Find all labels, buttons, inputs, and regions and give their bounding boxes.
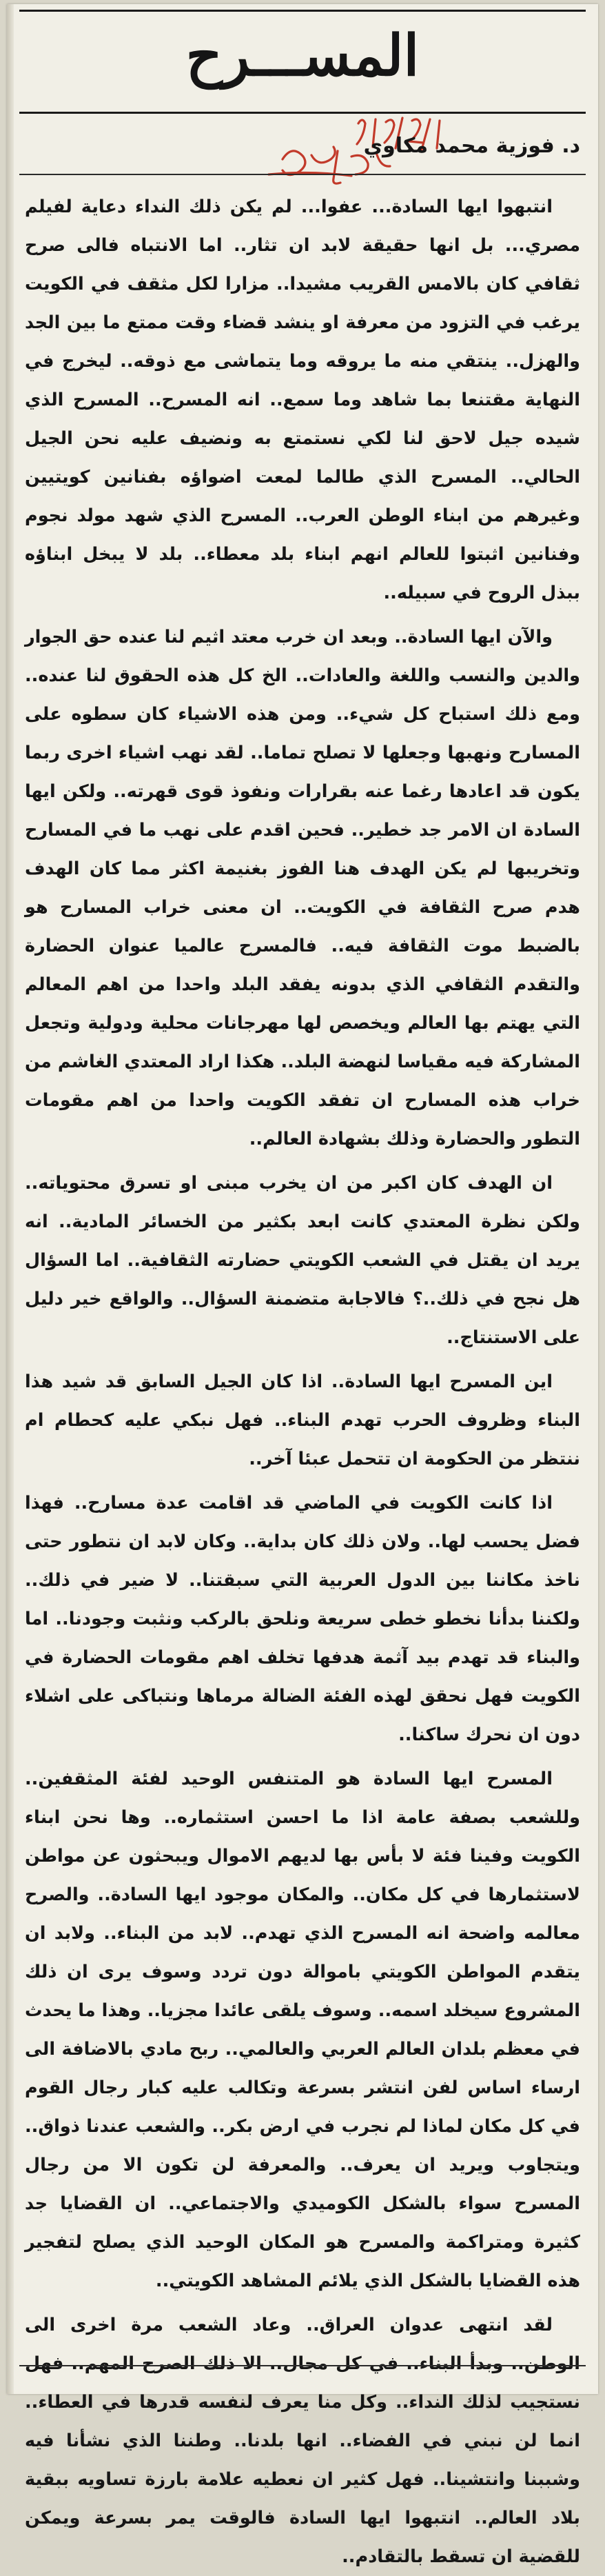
article-paragraph: اين المسرح ايها السادة.. اذا كان الجيل السابق قد شيد هذا البناء وظروف الحرب تهدم البناء.. فهل نبكي عليه كحطام ام ننتظر من الحكومة ان تتحمل عبئا آخر.. — [25, 1371, 580, 1469]
article-body — [25, 188, 580, 2567]
newspaper-clipping — [7, 4, 598, 2567]
clipping-edge-shadow — [7, 4, 14, 2394]
author-byline: د. فوزية محمد مكاوي — [363, 134, 580, 158]
byline-rule — [19, 174, 586, 175]
article-paragraph: انتبهوا ايها السادة... عفوا... لم يكن ذلك النداء دعاية لفيلم مصري... بل انها حقيقة لابد ان تثار.. اما الانتباه فالى صرح ثقافي كان بالامس القريب مشيدا.. مزارا لكل مثقف في الكويت يرغب في التزود من معرفة او ينشد قضاء وقت ممتع ما بين الجد والهزل.. ينتقي منه ما يروقه وما يتماشى مع ذوقه.. ليخرج في النهاية مقتنعا بما شاهد وما سمع.. انه المسرح.. المسرح الذي شيده جيل لاحق لنا لكي نستمتع به ونضيف عليه نحن الجيل الحالي.. المسرح الذي طالما لمعت اضواؤه بفنانين كويتيين وغيرهم من ابناء الوطن العرب.. المسرح الذي شهد مولد نجوم وفنانين اثبتوا للعالم انهم ابناء بلد معطاء.. بلد لا يبخل ابناؤه ببذل الروح في سبيله.. — [25, 197, 580, 603]
article-end-rule — [19, 2365, 586, 2366]
article-paragraph: ان الهدف كان اكبر من ان يخرب مبنى او تسرق محتوياته.. ولكن نظرة المعتدي كانت ابعد بكثير من الخسائر المادية.. انه يريد ان يقتل في الشعب الكويتي حضارته الثقافية.. اما السؤال هل نجح في ذلك..؟ فالاجابة متضمنة السؤال.. والواقع خير دليل على الاستنتاج.. — [25, 1173, 580, 1348]
article-paragraph: المسرح ايها السادة هو المتنفس الوحيد لفئة المثقفين.. وللشعب بصفة عامة اذا ما احسن استثماره.. وها نحن ابناء الكويت وفينا فئة لا بأس بها لديهم الاموال ويبحثون عن مواطن لاستثمارها في كل مكان.. والمكان موجود ايها السادة.. والصرح معالمه واضحة انه المسرح الذي تهدم.. لابد من البناء.. ولابد ان يتقدم المواطن الكويتي باموالة دون تردد وسوف يرى ان ذلك المشروع سيخلد اسمه.. وسوف يلقى عائدا مجزيا.. وهذا ما يحدث في معظم بلدان العالم العربي والعالمي.. ربح مادي بالاضافة الى ارساء اساس لفن انتشر بسرعة وتكالب عليه كبار رجال القوم في كل مكان لماذا لم نجرب في ارض بكر.. والشعب عندنا ذواق.. ويتجاوب ويريد ان يعرف.. والمعرفة لن تكون الا من رجال المسرح سواء بالشكل الكوميدي والاجتماعي.. ان القضايا جد كثيرة ومتراكمة والمسرح هو المكان الوحيد الذي يصلح لتفجير هذه القضايا بالشكل الذي يلائم المشاهد الكويتي.. — [25, 1769, 580, 2291]
article-paragraph: لقد انتهى عدوان العراق.. وعاد الشعب مرة اخرى الى الوطن.. وبدأ البناء.. في كل مجال.. الا ذلك الصرح المهم.. فهل نستجيب لذلك النداء.. وكل منا يعرف لنفسه قدرها في العطاء.. انما لن نبني في الفضاء.. انها بلدنا.. وطننا الذي نشأنا فيه وشببنا وانتشينا.. فهل كثير ان نعطيه علامة بارزة تساويه ببقية بلاد العالم.. انتبهوا ايها السادة فالوقت يمر بسرعة ويمكن للقضية ان تسقط بالتقادم.. — [25, 2315, 580, 2567]
article-paragraph: اذا كانت الكويت في الماضي قد اقامت عدة مسارح.. فهذا فضل يحسب لها.. ولان ذلك كان بداية.. وكان لابد ان نتطور حتى ناخذ مكاننا بين الدول العربية التي سبقتنا.. لا ضير في ذلك.. ولكننا بدأنا نخطو خطى سريعة ونلحق بالركب ونثبت وجودنا.. اما والبناء قد تهدم بيد آثمة هدفها تخلف اهم مقومات الحضارة في الكويت فهل نحقق لهذه الفئة الضالة مرماها ونتباكى على اشلاء دون ان نحرك ساكنا.. — [25, 1493, 580, 1745]
article-paragraph: والآن ايها السادة.. وبعد ان خرب معتد اثيم لنا عنده حق الجوار والدين والنسب واللغة والعادات.. الخ كل هذه الحقوق لنا عنده.. ومع ذلك استباح كل شيء.. ومن هذه الاشياء كان سطوه على المسارح ونهبها وجعلها لا تصلح تماما.. لقد نهب اشياء اخرى ربما يكون قد اعادها رغما عنه بقرارات ونفوذ قوى قهرته.. ولكن ايها السادة ان الامر جد خطير.. فحين اقدم على نهب ما في المسارح وتخريبها لم يكن الهدف هنا الفوز بغنيمة اكثر مما كان الهدف هدم صرح الثقافة في الكويت.. ان معنى خراب المسارح هو بالضبط موت الثقافة فيه.. فالمسرح عالميا عنوان الحضارة والتقدم الثقافي الذي بدونه يفقد البلد واحدا من اهم المعالم التي يهتم بها العالم ويخصص لها مهرجانات محلية ودولية وتجعل المشاركة فيه مقياسا لنهضة البلد.. هكذا اراد المعتدي الغاشم من خراب هذه المسارح ان تفقد الكويت واحدا من اهم مقومات التطور والحضارة وذلك بشهادة العالم.. — [25, 627, 580, 1149]
page-title: المســـرح — [185, 23, 420, 89]
